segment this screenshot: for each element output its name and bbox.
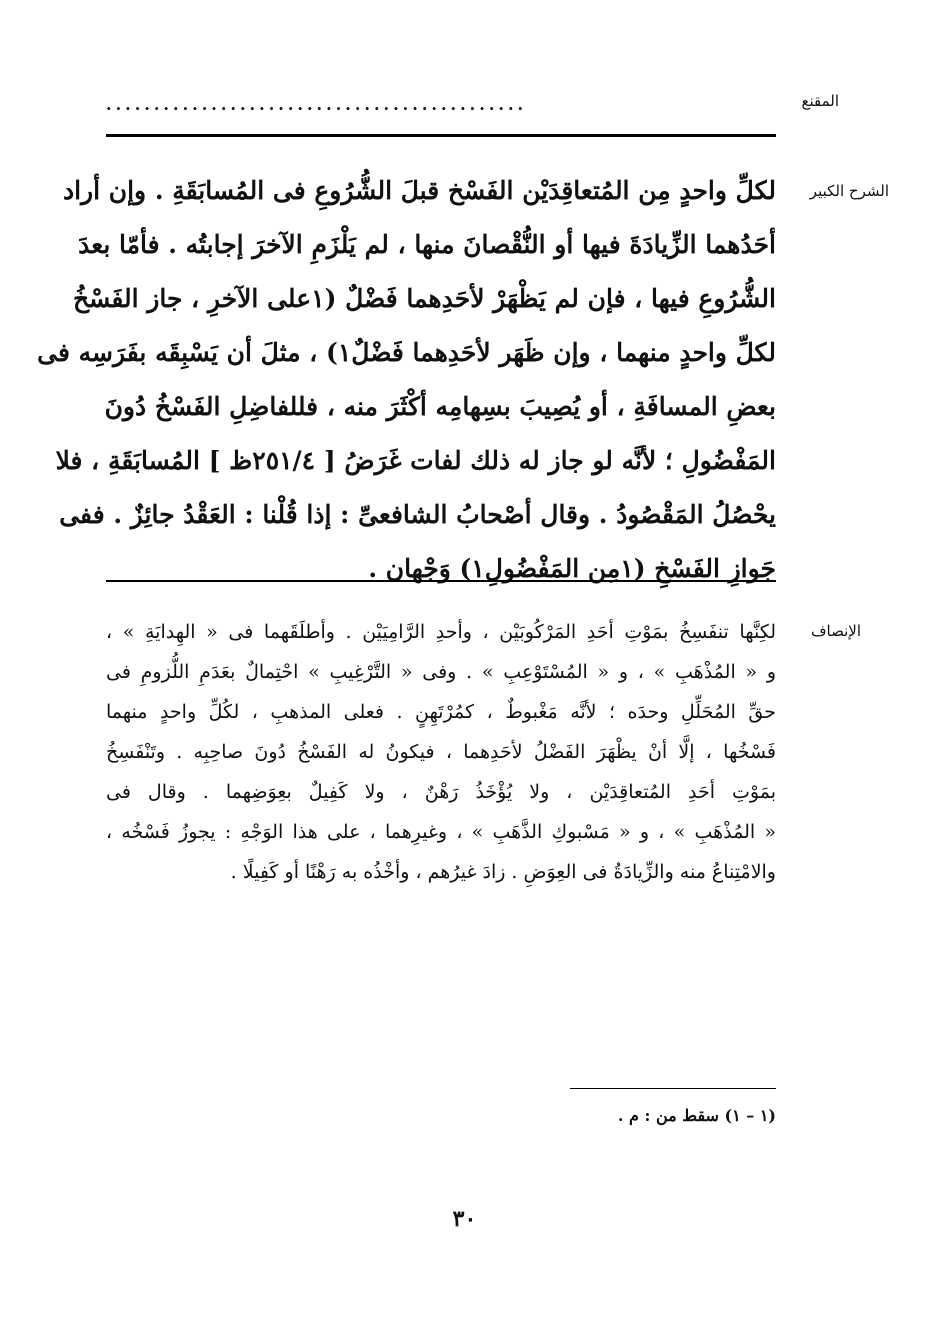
insaf-line: بمَوْتِ أحَدِ المُتعاقِدَيْن ، ولا يُؤْخَذُ رَهْنٌ ، ولا كَفِيلٌ بعِوَضِهما . وقال فى	[106, 781, 776, 803]
sharh-line: أحَدُهما الزِّيادَةَ فيها أو النُّقْصانَ منها ، لم يَلْزَمِ الآخرَ إجابتُه . فأمّا بعدَ	[78, 230, 776, 259]
header-rule	[106, 134, 776, 137]
insaf-line: حقِّ المُحَلِّلِ وحدَه ؛ لأنَّه مَغْبوطٌ ، كمُرْتَهِنٍ . فعلى المذهبِ ، لكُلِّ واحدٍ منهما	[106, 701, 776, 723]
page-number: ٣٠	[452, 1206, 477, 1232]
sharh-line: بعضِ المسافَةِ ، أو يُصِيبَ بسِهامِه أكْثَرَ منه ، فللفاضِلِ الفَسْخُ دُونَ	[104, 392, 776, 421]
footnote: (١ – ١) سقط من : م .	[617, 1106, 776, 1125]
sharh-line: المَفْضُولِ ؛ لأنَّه لو جاز له ذلك لفات غَرَضُ [ ٢٥١/٤ظ ] المُسابَقَةِ ، فلا	[55, 446, 776, 475]
running-header-title: المقنع	[801, 92, 839, 110]
insaf-line: والامْتِناعُ منه والزِّيادَةُ فى العِوَضِ . زادَ غيرُهم ، وأخْذُه به رَهْنًا أو كَفِيلًا .	[230, 861, 776, 883]
insaf-line: و « المُذْهَبِ » ، و « المُسْتَوْعِبِ » . وفى « التَّرْغِيبِ » احْتِمالٌ بعَدَمِ اللُّزومِ فى	[106, 661, 776, 683]
sharh-line: الشُّرُوعِ فيها ، فإن لم يَظْهَرْ لأحَدِهما فَضْلٌ (١على الآخرِ ، جاز الفَسْخُ	[72, 284, 776, 313]
insaf-line: فَسْخُها ، إلَّا أنْ يظْهَرَ الفَضْلُ لأحَدِهما ، فيكونُ له الفَسْخُ دُونَ صاحِبِه . وتَنْفَسِخُ	[106, 741, 776, 763]
insaf-line: « المُذْهَبِ » ، و « مَسْبوكِ الذَّهَبِ » ، وغيرِهما ، على هذا الوَجْهِ : يجوزُ فَسْخُه ،	[106, 821, 776, 843]
insaf-text-block	[106, 612, 776, 892]
sharh-line: لكلِّ واحدٍ منهما ، وإن ظَهَر لأحَدِهما فَضْلٌ١) ، مثلَ أن يَسْبِقَه بفَرَسِه فى	[37, 338, 776, 367]
sharh-section-label: الشرح الكبير	[809, 182, 889, 200]
sharh-line: يحْصُلُ المَقْصُودُ . وقال أصْحابُ الشافعىِّ : إذا قُلْنا : العَقْدُ جائِزٌ . ففى	[59, 500, 776, 529]
section-divider	[106, 580, 776, 582]
header-dot-leader: ............................................	[106, 95, 528, 114]
sharh-line: لكلِّ واحدٍ مِن المُتعاقِدَيْن الفَسْخ قبلَ الشُّرُوعِ فى المُسابَقَةِ . وإن أراد	[62, 176, 776, 205]
insaf-line: لكِنَّها تنفَسِخُ بمَوْتِ أحَدِ المَرْكُوبَيْن ، وأحدِ الرَّامِيَيْن . وأطلَقَهما فى « الهِدايَةِ » ،	[106, 621, 776, 643]
sharh-text-block	[37, 164, 776, 596]
footnote-rule	[570, 1088, 776, 1089]
sharh-line: جَوازِ الفَسْخِ (١مِن المَفْضُولِ١) وَجْهان .	[368, 554, 776, 583]
insaf-section-label: الإنصاف	[810, 622, 861, 640]
